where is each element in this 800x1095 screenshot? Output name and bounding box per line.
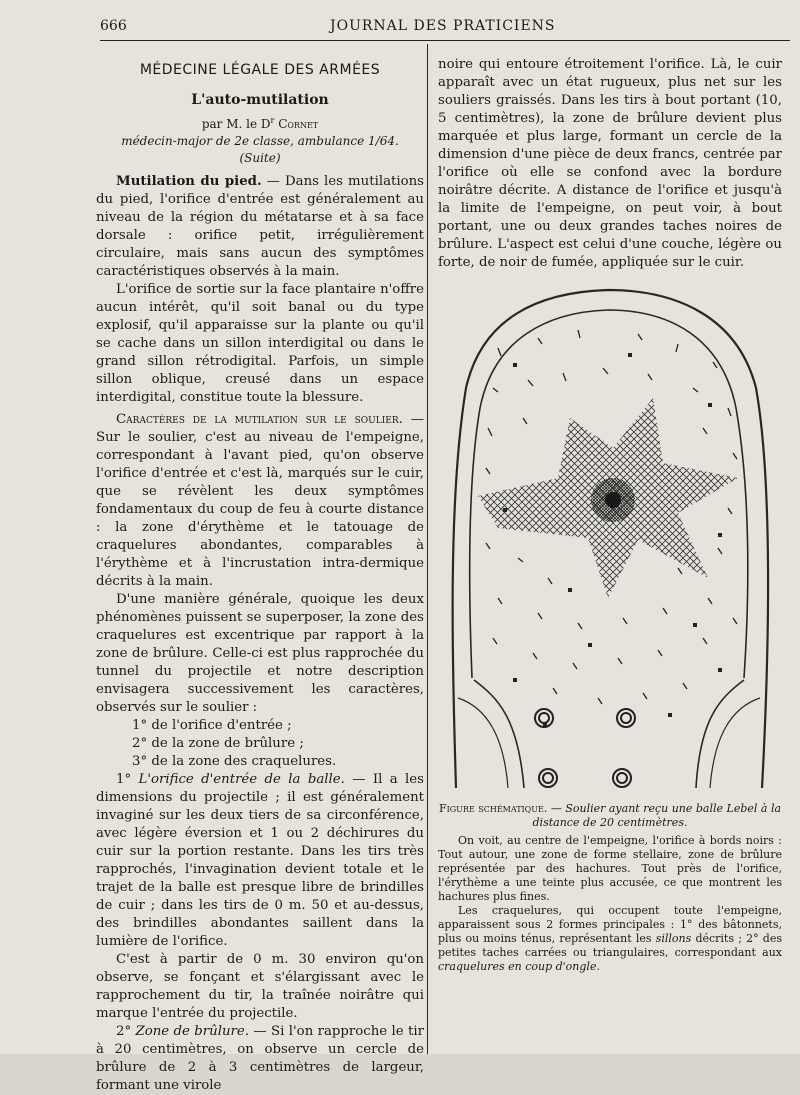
left-column xyxy=(96,56,424,1095)
paragraph-3-lead: Caractères de la mutilation sur le soulier. xyxy=(116,412,403,427)
list-item-1: 1° de l'orifice d'entrée ; xyxy=(132,718,292,733)
paragraph-3-text: — Sur le soulier, c'est au niveau de l'empeigne, correspondant à l'avant pied, qu'on observe l'orifice d'entrée et c'est là, marqués sur le cuir, que se révèlent les deux symptômes fondamentaux du coup de feu à courte distance : la zone d'érythème et le tatouage de craquelures abondantes, comparables à l'érythème et à l'incrustation intra-dermique décrits à la main. xyxy=(96,412,424,589)
paragraph-6: C'est à partir de 0 m. 30 environ qu'on observe, se fonçant et s'élargissant avec le rapprochement du tir, la traînée noirâtre qui marque l'entrée du projectile. xyxy=(96,952,424,1021)
figure-title: — Soulier ayant reçu une balle Lebel à la distance de 20 centimètres. xyxy=(532,802,782,829)
byline-prefix: par M. le D xyxy=(201,117,271,131)
right-paragraph-1: noire qui entoure étroitement l'orifice. Là, le cuir apparaît avec un état rugueux, plus net sur les souliers graissés. Dans les tirs à bout portant (10, 5 centimètres), la zone de brûlure devient plus marquée et plus large, formant un cercle de la dimension d'une pièce de deux francs, centrée par l'orifice où elle se confond avec la bordure noirâtre décrite. A distance de l'orifice et jusqu'à la limite de l'empeigne, on peut voir, à bout portant, une ou deux grandes taches noires de brûlure. L'aspect est celui d'une couche, légère ou forte, de noir de fumée, appliquée sur le cuir. xyxy=(438,57,782,270)
paragraph-2: L'orifice de sortie sur la face plantaire n'offre aucun intérêt, qu'il soit banal ou du type explosif, qu'il apparaisse sur la plante ou qu'il se cache dans un sillon interdigital ou dans le grand sillon rétrodigital. Parfois, un simple sillon oblique, creusé dans un espace interdigital, constitue toute la blessure. xyxy=(96,282,424,405)
paragraph-1-text: — Dans les mutilations du pied, l'orifice d'entrée est généralement au niveau de la région du métatarse et à sa face dorsale : orifice petit, irrégulièrement circulaire, mais sans aucun des symptômes caractéristiques observés à la main. xyxy=(96,174,424,279)
running-header xyxy=(0,0,800,44)
shoe-illustration xyxy=(438,278,782,798)
paragraph-5-text: — Il a les dimensions du projectile ; il est généralement invaginé sur les deux tiers de sa circonférence, avec légère éversion et 1 ou 2 déchirures du cuir sur la portion restante. Dans les tirs très rapprochés, l'invagination devient totale et le trajet de la balle est presque libre de brindilles de cuir ; dans les tirs de 0 m. 50 et au-dessus, des brindilles abondantes saillent dans la lumière de l'orifice. xyxy=(96,772,424,949)
figure-description-1: On voit, au centre de l'empeigne, l'orifice à bords noirs : Tout autour, une zone de forme stellaire, zone de brûlure représentée par des hachures. Tout près de l'orifice, l'érythème a une teinte plus accusée, ce que montrent les hachures plus fines. xyxy=(438,834,782,903)
suite-label: (Suite) xyxy=(239,151,281,165)
paragraph-7 xyxy=(96,1023,424,1095)
author-name: Cornet xyxy=(278,117,319,131)
paragraph-5-num: 1° xyxy=(116,772,139,787)
section-title: MÉDECINE LÉGALE DES ARMÉES xyxy=(139,62,381,78)
figure-description-2: Les craquelures, qui occupent toute l'empeigne, apparaissent sous 2 formes principales : 1° des bâtonnets, plus ou moins ténus, représentant les sillons décrits ; 2° des petites taches carrées ou triangulaires, correspondant aux craquelures en coup d'ongle. xyxy=(438,904,782,973)
article-title: L'auto-mutilation xyxy=(191,92,329,108)
paragraph-1-lead: Mutilation du pied. xyxy=(116,174,262,189)
byline xyxy=(96,112,424,133)
entry-orifice xyxy=(605,492,621,508)
journal-title: JOURNAL DES PRATICIENS xyxy=(330,18,556,34)
shoe-figure xyxy=(438,278,782,798)
paragraph-1 xyxy=(96,173,424,281)
page-number: 666 xyxy=(100,18,127,34)
figure-caption-title xyxy=(438,802,782,830)
list-item-2: 2° de la zone de brûlure ; xyxy=(132,736,304,751)
paragraph-3 xyxy=(96,411,424,591)
right-column xyxy=(438,56,782,974)
byline-sup: r xyxy=(270,116,275,125)
figure-caption xyxy=(438,802,782,974)
paragraph-5 xyxy=(96,771,424,951)
header-rule xyxy=(100,40,790,41)
list-item-3: 3° de la zone des craquelures. xyxy=(132,754,337,769)
figure-label: Figure schématique. xyxy=(438,802,548,815)
eyelets xyxy=(535,709,635,787)
author-affiliation: médecin-major de 2e classe, ambulance 1/64. xyxy=(121,134,399,148)
column-divider xyxy=(427,44,428,1054)
paragraph-4: D'une manière générale, quoique les deux phénomènes puissent se superposer, la zone des craquelures est excentrique par rapport à la zone de brûlure. Celle-ci est plus rapprochée du tunnel du projectile et notre description envisagera successivement les caractères, observés sur le soulier : xyxy=(96,592,424,715)
paragraph-7-num: 2° xyxy=(116,1024,136,1039)
paragraph-5-lead: L'orifice d'entrée de la balle. xyxy=(138,772,345,787)
paragraph-7-lead: Zone de brûlure. xyxy=(135,1024,249,1039)
paragraph-7-text: — Si l'on rapproche le tir à 20 centimètres, on observe un cercle de brûlure de 2 à 3 centimètres de largeur, formant une virole xyxy=(96,1024,424,1093)
